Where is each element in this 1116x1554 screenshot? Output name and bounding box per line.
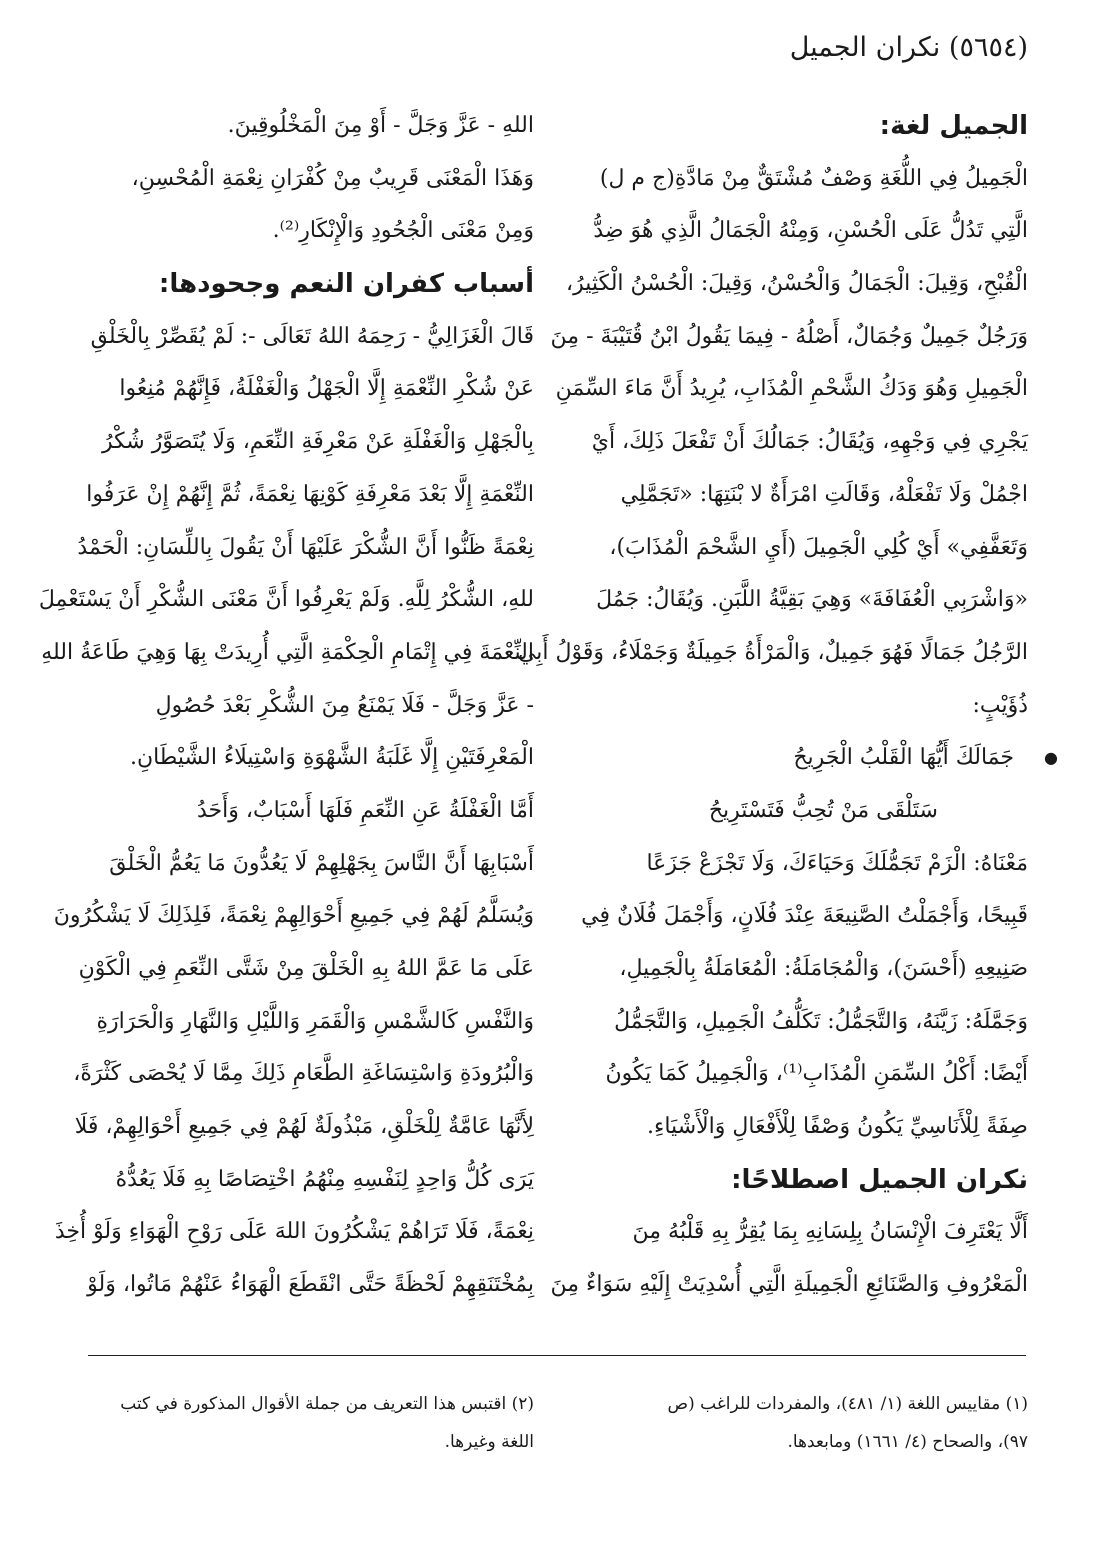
line-text: أَمَّا الْغَفْلَةُ عَنِ النِّعَمِ فَلَهَا أَسْبَابٌ، وَأَحَدُ bbox=[196, 797, 534, 823]
text-line bbox=[517, 627, 1028, 680]
text-line bbox=[578, 522, 1028, 575]
line-text: أسباب كفران النعم وجحودها: bbox=[158, 269, 534, 300]
line-text: صِفَةً لِلْأَنَاسِيِّ يَكُونُ وَصْفًا لِلْأَفْعَالِ وَالْأَشْيَاءِ. bbox=[647, 1114, 1028, 1140]
line-text: لِأَنَّهَا عَامَّةٌ لِلْخَلْقِ، مَبْذُولَةٌ لَهُمْ فِي جَمِيعِ أَحْوَالِهِمْ، فَلَا bbox=[74, 1114, 534, 1140]
text-line bbox=[578, 680, 1028, 733]
text-line bbox=[578, 838, 1028, 891]
line-text: الْمَعْرِفَتَيْنِ إِلَّا غَلَبَةُ الشَّهْوَةِ وَاسْتِيلَاءُ الشَّيْطَانِ. bbox=[129, 745, 534, 771]
line-text: مَعْنَاهُ: الْزَمْ تَجَمُّلَكَ وَحَيَاءَكَ، وَلَا تَجْزَعْ جَزَعًا bbox=[646, 850, 1028, 876]
line-text: الْجَمِيلُ فِي اللُّغَةِ وَصْفٌ مُشْتَقٌّ مِنْ مَادَّةِ(ج م ل) bbox=[599, 165, 1028, 191]
text-line bbox=[578, 205, 1028, 258]
line-text: نكران الجميل اصطلاحًا: bbox=[731, 1164, 1028, 1195]
line-text: أَلَّا يَعْتَرِفَ الْإِنْسَانُ بِلِسَانِهِ بِمَا يُقِرُّ بِهِ قَلْبُهُ مِنَ bbox=[632, 1219, 1028, 1245]
text-line bbox=[84, 416, 534, 469]
text-line bbox=[84, 205, 534, 258]
line-text: الْجَمِيلِ وَهُوَ وَدَكُ الشَّحْمِ الْمُذَابِ، يُرِيدُ أَنَّ مَاءَ السِّمَنِ bbox=[555, 376, 1028, 402]
footnote-1-line-2: ٩٧)، والصحاح (٤/ ١٦٦١) ومابعدها. bbox=[787, 1432, 1028, 1452]
line-text: صَنِيعِهِ (أَحْسَنَ)، وَالْمُجَامَلَةُ: الْمُعَامَلَةُ بِالْجَمِيلِ، bbox=[619, 956, 1028, 981]
line-text: وَرَجُلٌ جَمِيلٌ وَجُمَالٌ، أَصْلُهُ - فِيمَا يَقُولُ ابْنُ قُتَيْبَةَ - مِنَ bbox=[550, 323, 1028, 349]
line-text: اجْمُلْ وَلَا تَفْعَلْهُ، وَقَالَتِ امْرَأَةٌ لا بْنَتِهَا: «تَجَمَّلِي bbox=[620, 481, 1028, 507]
line-text: وَالنَّفْسِ كَالشَّمْسِ وَالْقَمَرِ وَاللَّيْلِ وَالنَّهَارِ وَالْحَرَارَةِ bbox=[96, 1008, 534, 1034]
line-text: أَيْضًا: أَكْلُ السِّمَنِ الْمُذَابِ⁽¹⁾، وَالْجَمِيلُ كَمَا يَكُونُ bbox=[605, 1061, 1028, 1087]
footnote-2-line-2: اللغة وغيرها. bbox=[444, 1432, 534, 1452]
line-text: يَجْرِي فِي وَجْهِهِ، وَيُقَالُ: جَمَالُكَ أَنْ تَفْعَلَ ذَلِكَ، أَيْ bbox=[591, 429, 1028, 455]
line-text: اللهِ - عَزَّ وَجَلَّ - أَوْ مِنَ الْمَخْلُوقِينَ. bbox=[227, 113, 534, 138]
text-line bbox=[566, 258, 1028, 311]
line-text: وَالْبُرُودَةِ وَاسْتِسَاغَةِ الطَّعَامِ ذَلِكَ مِمَّا لَا يُحْصَى كَثْرَةً، bbox=[73, 1061, 534, 1087]
header-title: نكران الجميل bbox=[789, 32, 941, 63]
text-line bbox=[578, 574, 1028, 627]
text-line bbox=[578, 1206, 1028, 1259]
text-line bbox=[84, 363, 534, 416]
text-line bbox=[84, 100, 534, 153]
text-line bbox=[578, 890, 1028, 943]
text-line bbox=[555, 363, 1028, 416]
text-line bbox=[84, 1259, 534, 1312]
text-line bbox=[578, 1048, 1028, 1101]
text-line bbox=[41, 627, 534, 680]
poem-verse bbox=[578, 732, 1058, 785]
line-text: يَرَى كُلُّ وَاحِدٍ لِنَفْسِهِ مِنْهُمُ اخْتِصَاصًا بِهِ فَلَا يَعُدُّهُ bbox=[115, 1166, 534, 1192]
line-text: الْمَعْرُوفِ وَالصَّنَائِعِ الْجَمِيلَةِ الَّتِي أُسْدِيَتْ إِلَيْهِ سَوَاءٌ مِنَ bbox=[550, 1272, 1028, 1298]
text-line bbox=[578, 943, 1028, 996]
footnotes-right bbox=[578, 1385, 1028, 1461]
text-line bbox=[84, 996, 534, 1049]
line-text: بِالْجَهْلِ وَالْغَفْلَةِ عَنْ مَعْرِفَةِ النِّعَمِ، وَلَا يُتَصَوَّرُ شُكْرُ bbox=[102, 429, 534, 455]
text-line bbox=[84, 469, 534, 522]
text-line bbox=[84, 680, 534, 733]
footnote-1-line-1: (١) مقاييس اللغة (١/ ٤٨١)، والمفردات للراغب (ص bbox=[667, 1394, 1028, 1414]
line-text: الجميل لغة: bbox=[879, 111, 1028, 141]
line-text: النِّعْمَةَ فِي إِتْمَامِ الْحِكْمَةِ الَّتِي أُرِيدَتْ بِهَا وَهِيَ طَاعَةُ اللهِ bbox=[41, 639, 534, 665]
right-column bbox=[517, 100, 1058, 1312]
line-text: أَسْبَابِهَا أَنَّ النَّاسَ بِجَهْلِهِمْ لَا يَعُدُّونَ مَا يَعُمُّ الْخَلْقَ bbox=[109, 850, 534, 876]
text-line bbox=[78, 943, 534, 996]
line-text: جَمَالَكَ أَيُّهَا الْقَلْبُ الْجَرِيحُ bbox=[793, 745, 1014, 771]
text-line bbox=[38, 574, 534, 627]
text-line bbox=[73, 1048, 534, 1101]
text-line bbox=[550, 311, 1028, 364]
line-text: نِعْمَةً، فَلَا تَرَاهُمْ يَشْكُرُونَ اللهَ عَلَى رَوْحِ الْهَوَاءِ وَلَوْ أُخِذَ bbox=[54, 1219, 534, 1245]
text-line bbox=[74, 1101, 534, 1154]
line-text: وَتَعَفَّفِي» أَيْ كُلِي الْجَمِيلَ (أَيِ الشَّحْمَ الْمُذَابَ)، bbox=[609, 534, 1028, 560]
line-text: للهِ، الشُّكْرُ لِلَّهِ. وَلَمْ يَعْرِفُوا أَنَّ مَعْنَى الشُّكْرِ أَنْ يَسْتَعْمِلَ bbox=[38, 587, 534, 613]
text-line bbox=[84, 1154, 534, 1207]
page-number: (٥٦٥٤) bbox=[948, 32, 1028, 63]
line-text: نِعْمَةً ظَنُّوا أَنَّ الشُّكْرَ عَلَيْهَا أَنْ يَقُولَ بِاللِّسَانِ: الْحَمْدُ bbox=[77, 534, 534, 560]
line-text: سَتَلْقَى مَنْ تُحِبُّ فَتَسْتَرِيحُ bbox=[708, 797, 938, 823]
text-line bbox=[578, 1101, 1028, 1154]
line-text: الرَّجُلُ جَمَالًا فَهُوَ جَمِيلٌ، وَالْمَرْأَةُ جَمِيلَةٌ وَجَمْلَاءُ، وَقَوْلُ أَبِي bbox=[517, 639, 1028, 665]
line-text: وَجَمَّلَهُ: زَيَّنَهُ، وَالتَّجَمُّلُ: تَكَلُّفُ الْجَمِيلِ، وَالتَّجَمُّلُ bbox=[614, 1008, 1028, 1034]
line-text: وَهَذَا الْمَعْنَى قَرِيبٌ مِنْ كُفْرَانِ نِعْمَةِ الْمُحْسِنِ، bbox=[131, 165, 534, 191]
line-text: ذُؤَيْبٍ: bbox=[972, 692, 1028, 718]
text-line bbox=[84, 311, 534, 364]
line-text: النِّعْمَةِ إِلَّا بَعْدَ مَعْرِفَةِ كَوْنِهَا نِعْمَةً، ثُمَّ إِنَّهُمْ إِنْ عَرَفُوا bbox=[86, 481, 534, 507]
line-text: الْقُبْحِ، وَقِيلَ: الْجَمَالُ وَالْحُسْنُ، وَقِيلَ: الْحُسْنُ الْكَثِيرُ، bbox=[566, 271, 1028, 297]
text-line bbox=[550, 1259, 1028, 1312]
footnotes-left bbox=[84, 1385, 534, 1461]
line-text: قَالَ الْغَزَالِيُّ - رَحِمَهُ اللهُ تَعَالَى -: لَمْ يُقَصِّرْ بِالْخَلْقِ bbox=[90, 323, 534, 349]
line-text: «وَاشْرَبِي الْعُفَافَةَ» وَهِيَ بَقِيَّةُ اللَّبَنِ. وَيُقَالُ: جَمُلَ bbox=[596, 587, 1028, 613]
line-text: قَبِيحًا، وَأَجْمَلْتُ الصَّنِيعَةَ عِنْدَ فُلَانٍ، وَأَجْمَلَ فُلَانٌ فِي bbox=[581, 903, 1028, 929]
line-text: عَلَى مَا عَمَّ اللهُ بِهِ الْخَلْقَ مِنْ شَتَّى النِّعَمِ فِي الْكَوْنِ bbox=[78, 956, 534, 981]
footnote-2-line-1: (٢) اقتبس هذا التعريف من جملة الأقوال المذكورة في كتب bbox=[120, 1394, 534, 1414]
section-heading bbox=[578, 100, 1028, 153]
text-line bbox=[578, 153, 1028, 206]
text-line bbox=[54, 1206, 534, 1259]
text-line bbox=[53, 890, 534, 943]
running-header bbox=[790, 28, 1028, 68]
line-text: وَمِنْ مَعْنَى الْجُحُودِ وَالْإِنْكَارِ⁽²⁾. bbox=[272, 218, 534, 244]
text-line bbox=[578, 469, 1028, 522]
line-text: عَنْ شُكْرِ النِّعْمَةِ إِلَّا الْجَهْلُ وَالْغَفْلَةُ، فَإِنَّهُمْ مُنِعُوا bbox=[119, 376, 534, 402]
line-text: وَيُسَلَّمُ لَهُمْ فِي جَمِيعِ أَحْوَالِهِمْ نِعْمَةً، فَلِذَلِكَ لَا يَشْكُرُونَ bbox=[53, 903, 534, 929]
line-text: بِمُخْتَنَقِهِمْ لَحْظَةً حَتَّى انْقَطَعَ الْهَوَاءُ عَنْهُمْ مَاتُوا، وَلَوْ bbox=[87, 1272, 534, 1298]
bullet-icon: ● bbox=[1044, 748, 1058, 768]
line-text: الَّتِي تَدُلُّ عَلَى الْحُسْنِ، وَمِنْهُ الْجَمَالُ الَّذِي هُوَ ضِدُّ bbox=[593, 218, 1028, 244]
text-line bbox=[84, 732, 534, 785]
text-line bbox=[578, 996, 1028, 1049]
line-text: - عَزَّ وَجَلَّ - فَلَا يَمْنَعُ مِنَ الشُّكْرِ بَعْدَ حُصُولِ bbox=[155, 692, 534, 718]
section-heading bbox=[84, 258, 534, 311]
text-line bbox=[84, 153, 534, 206]
section-heading bbox=[578, 1154, 1028, 1207]
left-column bbox=[38, 100, 534, 1312]
text-line bbox=[77, 522, 534, 575]
footnote-separator bbox=[88, 1355, 1026, 1356]
text-line bbox=[84, 785, 534, 838]
text-line bbox=[578, 416, 1028, 469]
poem-verse bbox=[578, 785, 1028, 838]
text-line bbox=[84, 838, 534, 891]
